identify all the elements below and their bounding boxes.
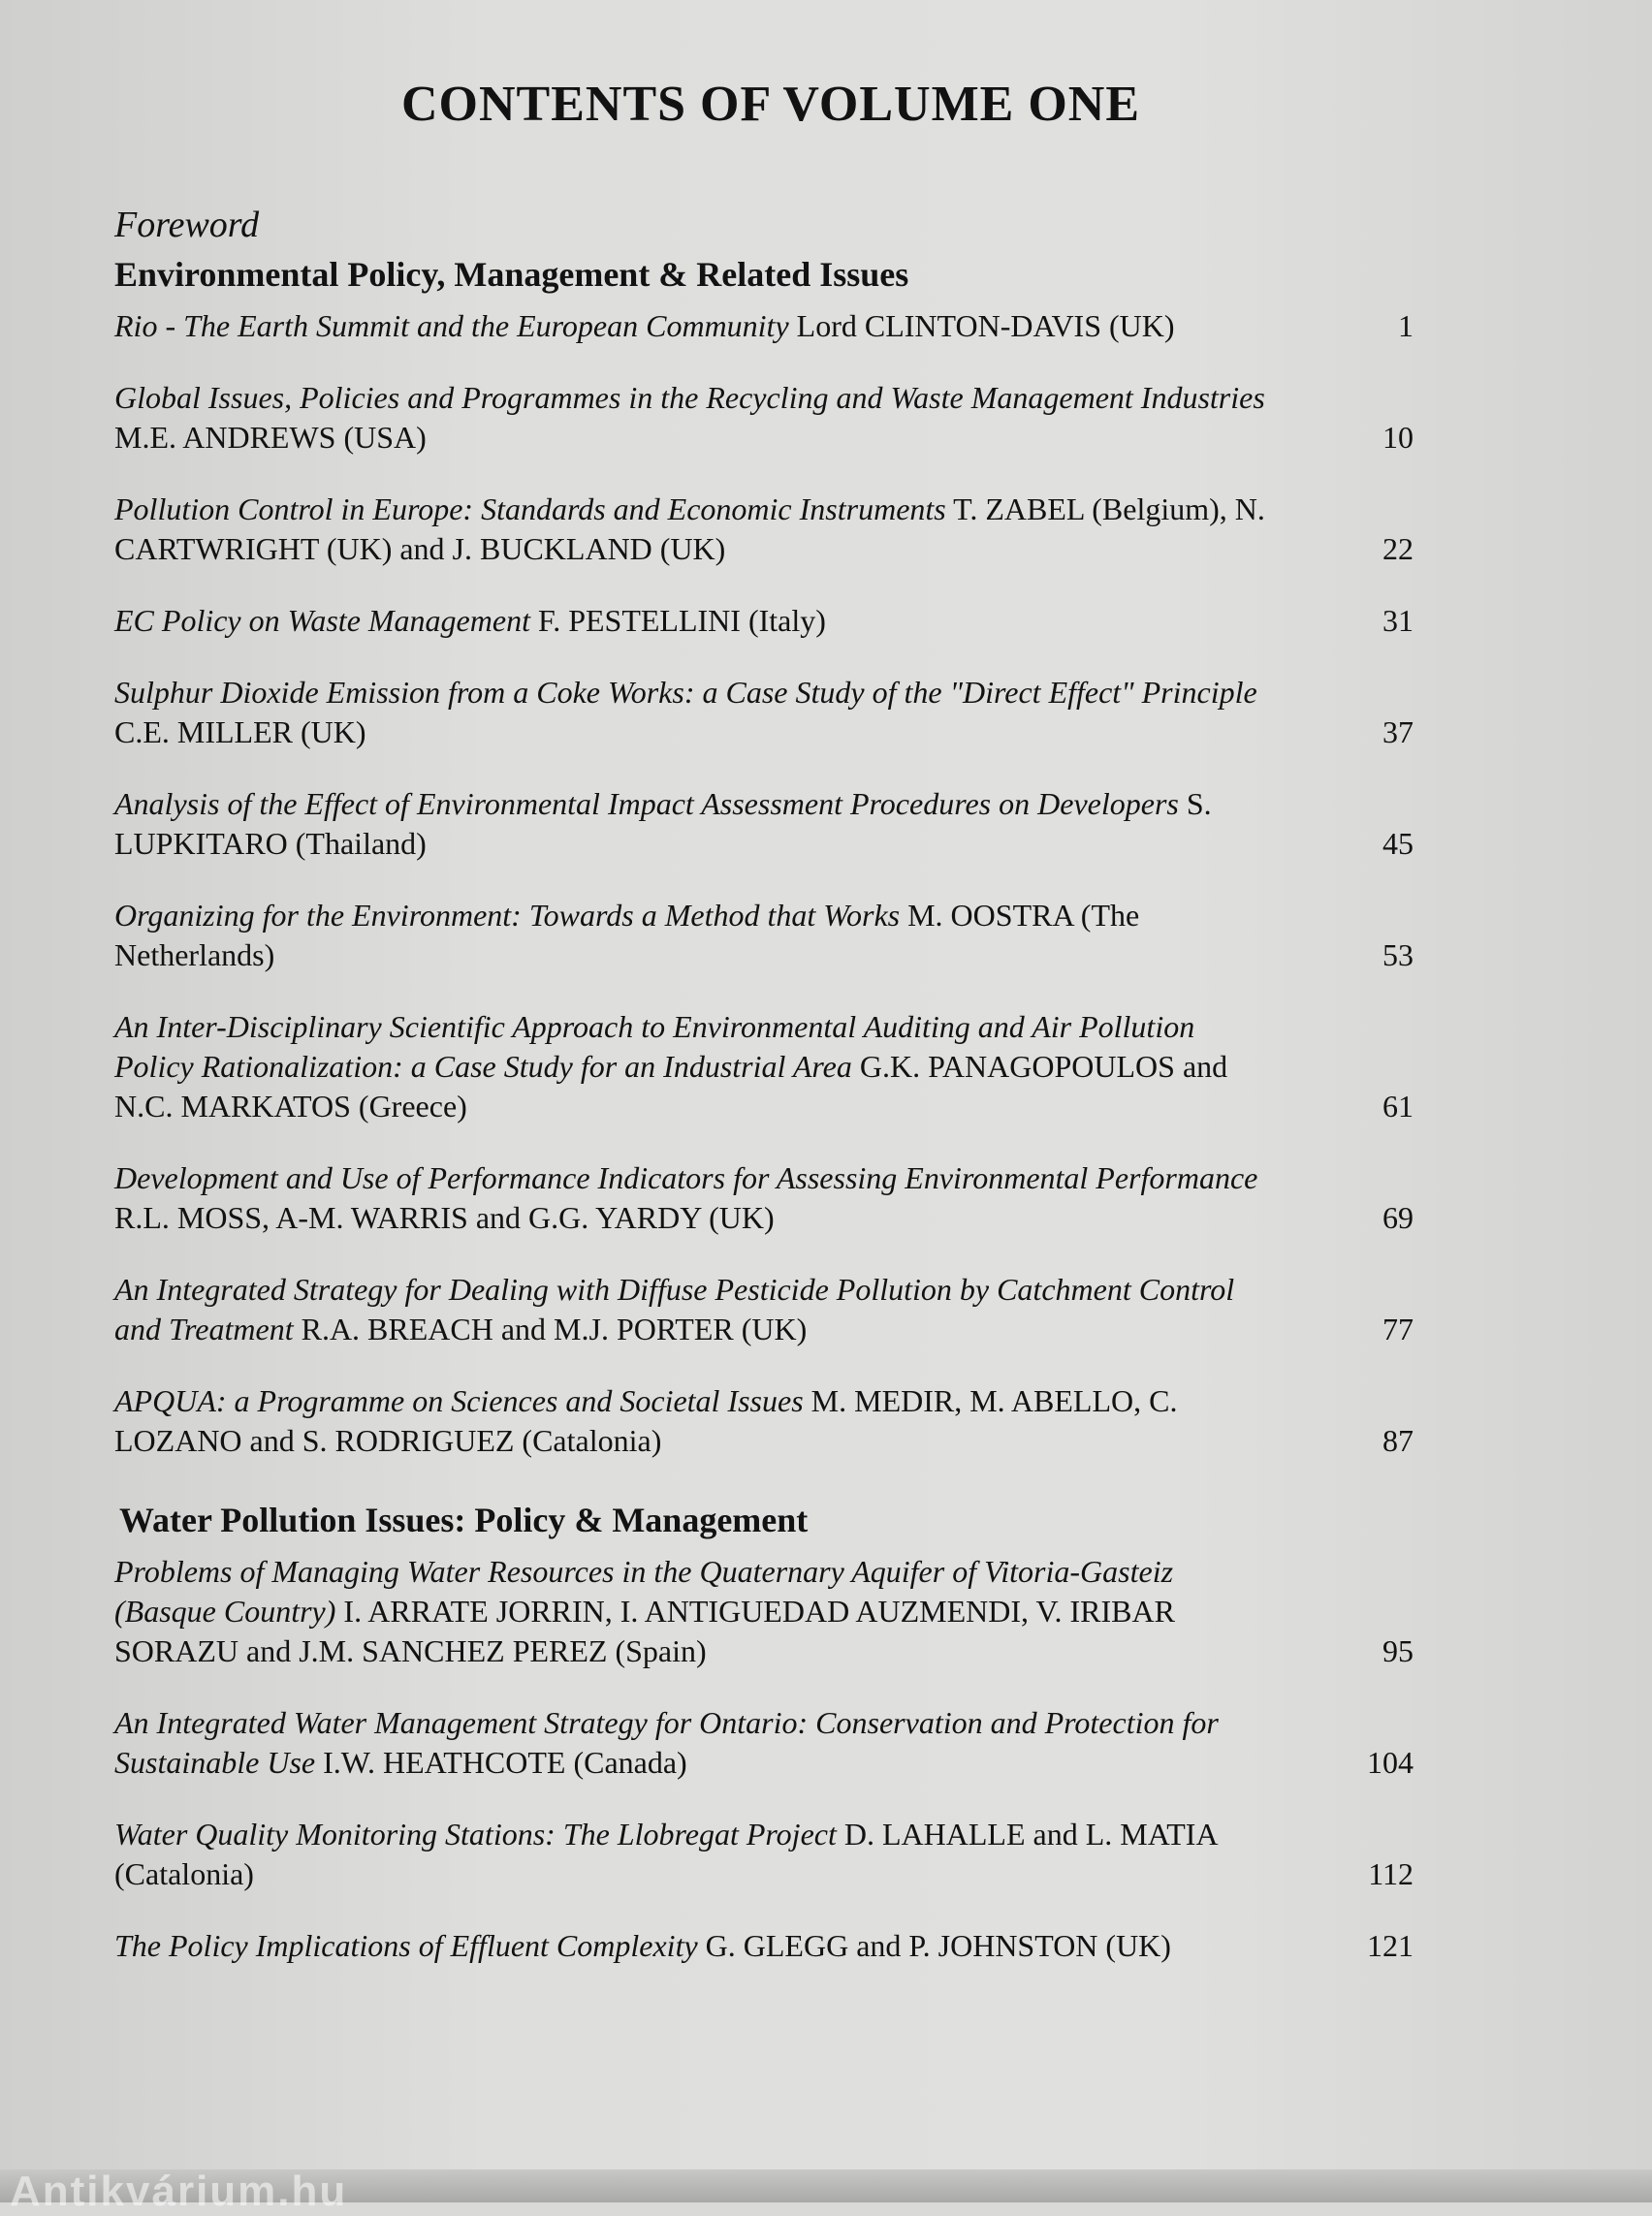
entry-title: Organizing for the Environment: Towards a Method that Works [114, 898, 901, 933]
entry-authors: I. ARRATE JORRIN, I. ANTIGUEDAD AUZMENDI, V. IRIBAR SORAZU and J.M. SANCHEZ PEREZ (Spain) [114, 1594, 1175, 1668]
entry-title: Global Issues, Policies and Programmes in the Recycling and Waste Management Industries [114, 380, 1265, 415]
entry-page-number: 37 [1382, 714, 1414, 749]
entry-authors: M. MEDIR, M. ABELLO, C. LOZANO and S. RODRIGUEZ (Catalonia) [114, 1383, 1178, 1458]
entry-authors: F. PESTELLINI (Italy) [537, 603, 826, 638]
entry-authors: G.K. PANAGOPOULOS and N.C. MARKATOS (Greece) [114, 1049, 1228, 1124]
entry-page-number: 22 [1382, 531, 1414, 566]
toc-entry [114, 1703, 1414, 1783]
entry-title: EC Policy on Waste Management [114, 603, 530, 638]
entry-page-number: 31 [1382, 603, 1414, 638]
entry-page-number: 53 [1382, 937, 1414, 972]
entry-page-number: 45 [1382, 826, 1414, 861]
entry-page-number: 61 [1382, 1089, 1414, 1124]
entry-page-number: 121 [1367, 1928, 1414, 1963]
toc-entry [114, 1158, 1414, 1238]
entry-authors: M.E. ANDREWS (USA) [114, 420, 427, 455]
toc-entry [114, 1815, 1414, 1894]
entry-title: Sulphur Dioxide Emission from a Coke Works: a Case Study of the "Direct Effect" Principle [114, 675, 1257, 710]
entry-title: Development and Use of Performance Indicators for Assessing Environmental Performance [114, 1160, 1258, 1195]
entry-authors: C.E. MILLER (UK) [114, 714, 366, 749]
entry-title: Pollution Control in Europe: Standards and Economic Instruments [114, 491, 946, 526]
entry-title: Analysis of the Effect of Environmental Impact Assessment Procedures on Developers [114, 786, 1179, 821]
entry-page-number: 112 [1368, 1856, 1414, 1891]
entry-page-number: 10 [1382, 420, 1414, 455]
entry-title: Problems of Managing Water Resources in the Quaternary Aquifer of Vitoria-Gasteiz (Basque Country) [114, 1554, 1174, 1629]
toc-entry [114, 306, 1414, 346]
entry-authors: G. GLEGG and P. JOHNSTON (UK) [705, 1928, 1171, 1963]
entry-title: Rio - The Earth Summit and the European Community [114, 308, 789, 343]
entry-authors: M. OOSTRA (The Netherlands) [114, 898, 1140, 972]
section-heading: Water Pollution Issues: Policy & Management [119, 1501, 809, 1539]
toc-entry [114, 673, 1414, 752]
entry-page-number: 104 [1367, 1745, 1414, 1780]
entry-title: An Inter-Disciplinary Scientific Approach to Environmental Auditing and Air Pollution Policy Rationalization: a Case Study for an Industrial Area [114, 1009, 1195, 1084]
entry-authors: Lord CLINTON-DAVIS (UK) [796, 308, 1175, 343]
toc-entry [114, 1552, 1414, 1671]
toc-entry [114, 896, 1414, 975]
entry-page-number: 95 [1382, 1633, 1414, 1668]
toc-entry [114, 784, 1414, 864]
watermark-logo: Antikvárium.hu [10, 2168, 348, 2215]
entry-page-number: 69 [1382, 1200, 1414, 1235]
entry-title: An Integrated Strategy for Dealing with Diffuse Pesticide Pollution by Catchment Control and Treatment [114, 1272, 1235, 1346]
toc-entry [114, 1381, 1414, 1461]
toc-entry [114, 1926, 1414, 1966]
toc-entry [114, 1007, 1414, 1126]
entry-page-number: 77 [1382, 1312, 1414, 1346]
entry-authors: D. LAHALLE and L. MATIA (Catalonia) [114, 1817, 1217, 1891]
entry-title: APQUA: a Programme on Sciences and Societal Issues [114, 1383, 804, 1418]
toc-entry [114, 1270, 1414, 1349]
entry-title: Water Quality Monitoring Stations: The Llobregat Project [114, 1817, 837, 1852]
entry-authors: T. ZABEL (Belgium), N. CARTWRIGHT (UK) and J. BUCKLAND (UK) [114, 491, 1265, 566]
foreword-label: Foreword [114, 205, 260, 245]
entry-title: The Policy Implications of Effluent Complexity [114, 1928, 698, 1963]
entry-title: An Integrated Water Management Strategy for Ontario: Conservation and Protection for Sustainable Use [114, 1705, 1219, 1780]
entry-page-number: 1 [1398, 308, 1414, 343]
entry-authors: S. LUPKITARO (Thailand) [114, 786, 1212, 861]
entry-authors: R.L. MOSS, A-M. WARRIS and G.G. YARDY (UK) [114, 1200, 775, 1235]
toc-entry [114, 490, 1414, 569]
entry-authors: I.W. HEATHCOTE (Canada) [323, 1745, 687, 1780]
entry-page-number: 87 [1382, 1423, 1414, 1458]
toc-entry [114, 601, 1414, 641]
entry-authors: R.A. BREACH and M.J. PORTER (UK) [301, 1312, 808, 1346]
toc-entry [114, 378, 1414, 458]
page-title: CONTENTS OF VOLUME ONE [400, 77, 1141, 132]
sections-container [114, 254, 1414, 1966]
section-heading: Environmental Policy, Management & Related Issues [114, 255, 909, 294]
table-of-contents [114, 204, 1414, 1998]
